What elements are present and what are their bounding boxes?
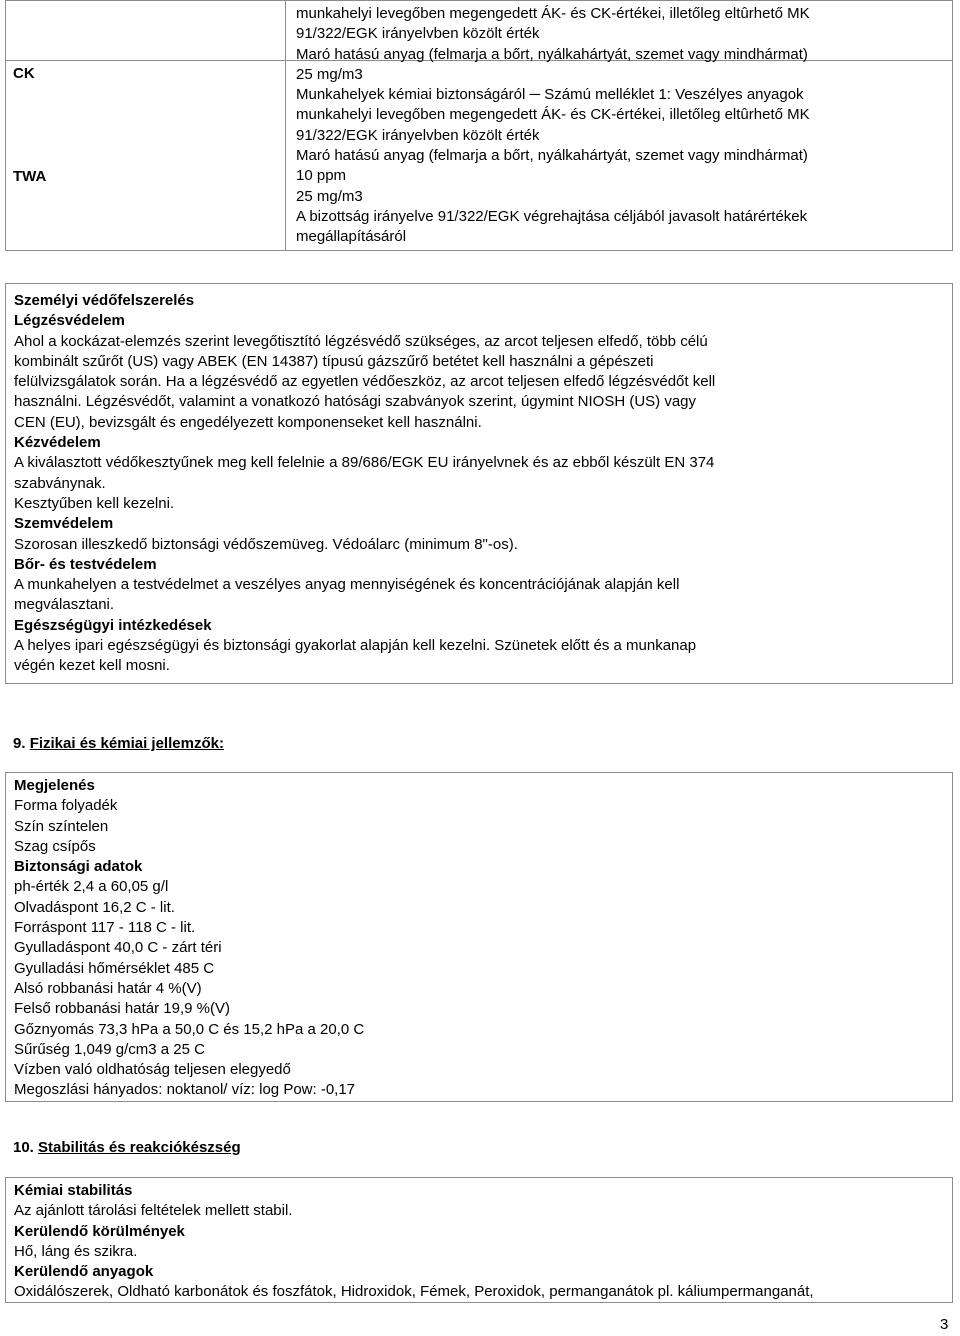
ppe-line: Személyi védőfelszerelés	[14, 292, 195, 309]
property-line: Szag csípős	[14, 837, 96, 855]
limits-line: 91/322/EGK irányelvben közölt érték	[296, 25, 540, 43]
limits-line: A bizottság irányelve 91/322/EGK végrehajtása céljából javasolt határértékek	[296, 207, 808, 225]
limits-line: 25 mg/m3	[296, 65, 363, 83]
property-line: Olvadáspont 16,2 C - lit.	[14, 898, 175, 916]
ppe-line: A munkahelyen a testvédelmet a veszélyes anyag mennyiségének és koncentrációjának alapján kell	[14, 576, 680, 594]
ppe-line: Egészségügyi intézkedések	[14, 616, 212, 634]
limits-line: munkahelyi levegőben megengedett ÁK- és CK-értékei, illetőleg eltûrhető MK	[296, 106, 810, 124]
ck-label-cell	[6, 1, 286, 61]
ppe-line: Bőr- és testvédelem	[14, 555, 157, 573]
ppe-lines	[14, 291, 715, 677]
section-10-number: 10.	[13, 1139, 34, 1156]
stability-line: Oxidálószerek, Oldható karbonátok és foszfátok, Hidroxidok, Fémek, Peroxidok, permanganátok pl. káliumpermanganát,	[14, 1283, 814, 1301]
property-line: ph-érték 2,4 a 60,05 g/l	[14, 878, 169, 896]
limits-text	[296, 4, 810, 248]
ppe-line: Kézvédelem	[14, 434, 101, 452]
ppe-line: használni. Légzésvédőt, valamint a vonatkozó hatósági szabványok szerint, úgymint NIOSH (US) vagy	[14, 393, 697, 411]
section-10-heading	[13, 1139, 241, 1156]
ppe-line: A helyes ipari egészségügyi és biztonsági gyakorlat alapján kell kezelni. Szünetek előtt és a munkanap	[14, 637, 697, 655]
ppe-line: kombinált szűrőt (US) vagy ABEK (EN 14387) típusú gázszűrő betétet kell használni a gépészeti	[14, 352, 654, 370]
property-line: Sűrűség 1,049 g/cm3 a 25 C	[14, 1040, 205, 1058]
section-9-lines	[14, 776, 364, 1101]
limits-line: 10 ppm	[296, 167, 347, 185]
stability-line: Kémiai stabilitás	[14, 1182, 133, 1199]
stability-line: Hő, láng és szikra.	[14, 1242, 138, 1260]
property-line: Szín színtelen	[14, 817, 109, 835]
section-9-number: 9.	[13, 735, 26, 752]
property-line: Vízben való oldhatóság teljesen elegyedő	[14, 1061, 291, 1079]
stability-line: Az ajánlott tárolási feltételek mellett stabil.	[14, 1202, 293, 1220]
property-line: Forráspont 117 - 118 C - lit.	[14, 919, 196, 937]
stability-line: Kerülendő körülmények	[14, 1222, 185, 1240]
ppe-line: Ahol a kockázat-elemzés szerint levegőtisztító légzésvédő szükséges, az arcot teljesen elfedő, több célú	[14, 332, 708, 350]
ppe-section	[5, 283, 953, 684]
limits-line: 25 mg/m3	[296, 187, 363, 205]
section-9-box	[5, 772, 953, 1102]
section-10-lines	[14, 1181, 814, 1303]
section-9-title: Fizikai és kémiai jellemzők:	[29, 735, 224, 752]
ppe-line: megválasztani.	[14, 596, 115, 614]
page-number: 3	[940, 1316, 949, 1333]
ppe-line: A kiválasztott védőkesztyűnek meg kell felelnie a 89/686/EGK EU irányelvnek és az ebből készült EN 374	[14, 454, 715, 472]
twa-label: TWA	[13, 168, 47, 185]
property-line: Biztonsági adatok	[14, 858, 143, 876]
property-line: Forma folyadék	[14, 797, 118, 815]
property-line: Gőznyomás 73,3 hPa a 50,0 C és 15,2 hPa a 20,0 C	[14, 1020, 365, 1038]
section-9-heading	[13, 735, 224, 752]
ppe-line: szabványnak.	[14, 474, 106, 492]
section-10-box	[5, 1177, 953, 1303]
property-line: Felső robbanási határ 19,9 %(V)	[14, 1000, 230, 1018]
ppe-line: Szemvédelem	[14, 515, 114, 533]
ppe-line: CEN (EU), bevizsgált és engedélyezett komponenseket kell használni.	[14, 413, 482, 431]
limits-line: Munkahelyek kémiai biztonságáról ─ Számú melléklet 1: Veszélyes anyagok	[296, 86, 804, 104]
ppe-line: végén kezet kell mosni.	[14, 657, 170, 675]
ppe-line: Légzésvédelem	[14, 312, 125, 330]
ppe-line: felülvizsgálatok során. Ha a légzésvédő az egyetlen védőeszköz, az arcot teljesen elfedő légzésvédőt kell	[14, 373, 716, 391]
twa-label-cell	[6, 61, 286, 251]
property-line: Alsó robbanási határ 4 %(V)	[14, 979, 202, 997]
ck-label: CK	[13, 65, 35, 82]
section-10-title: Stabilitás és reakciókészség	[38, 1139, 241, 1156]
property-line: Gyulladási hőmérséklet 485 C	[14, 959, 215, 977]
property-line: Megoszlási hányados: noktanol/ víz: log Pow: -0,17	[14, 1081, 356, 1099]
stability-line: Kerülendő anyagok	[14, 1263, 154, 1281]
ppe-line: Kesztyűben kell kezelni.	[14, 494, 175, 512]
limits-line: megállapításáról	[296, 228, 407, 246]
limits-line: Maró hatású anyag (felmarja a bőrt, nyálkahártyát, szemet vagy mindhármat)	[296, 147, 808, 165]
property-line: Gyulladáspont 40,0 C - zárt téri	[14, 939, 222, 957]
ppe-line: Szorosan illeszkedő biztonsági védőszemüveg. Védoálarc (minimum 8"-os).	[14, 535, 518, 553]
limits-line: 91/322/EGK irányelvben közölt érték	[296, 126, 540, 144]
limits-line: munkahelyi levegőben megengedett ÁK- és CK-értékei, illetőleg eltûrhető MK	[296, 5, 810, 22]
limits-line: Maró hatású anyag (felmarja a bőrt, nyálkahártyát, szemet vagy mindhármat)	[296, 45, 808, 63]
property-line: Megjelenés	[14, 777, 95, 794]
